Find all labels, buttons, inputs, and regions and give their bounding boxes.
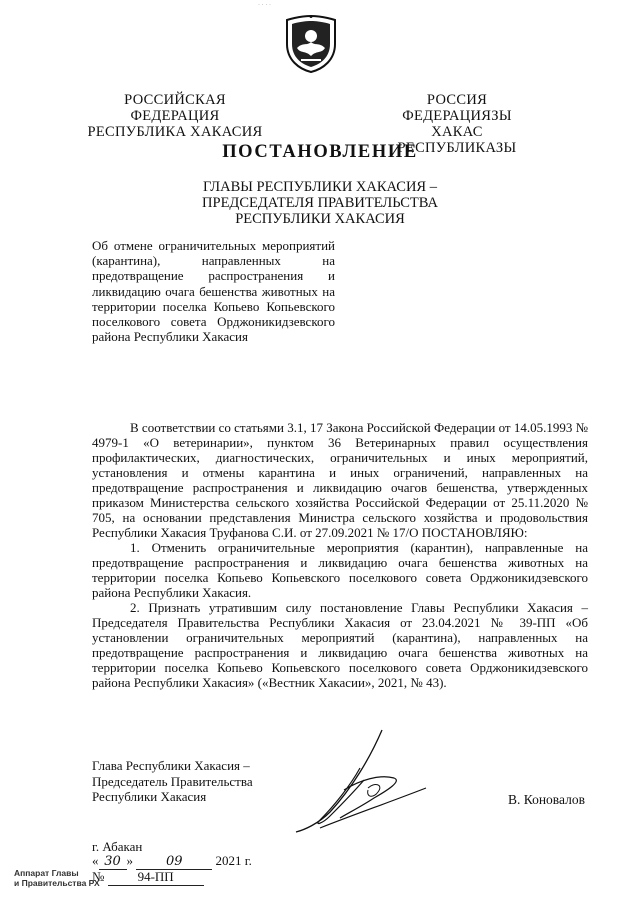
signatory-position — [92, 758, 253, 805]
date-month: 09 — [136, 854, 212, 870]
stamp-line1: Аппарат Главы — [14, 868, 79, 878]
number-value: 94-ПП — [108, 869, 204, 886]
document-subtitle — [140, 179, 500, 227]
registry-stamp — [14, 868, 100, 888]
date-quote-open: « — [92, 853, 99, 868]
coat-of-arms-icon — [283, 14, 339, 74]
document-number — [92, 869, 204, 886]
subject-text: Об отмене ограничительных мероприятий (карантина), направленных на предотвращение распространения и ликвидацию очага бешенства животных на территории поселка Копьево Копьевского поселкового совета Орджоникидзевского района Республики Хакасия — [92, 238, 335, 345]
document-place: г. Абакан — [92, 839, 143, 854]
document-date — [92, 853, 252, 870]
body-preamble: В соответствии со статьями 3.1, 17 Закона Российской Федерации от 14.05.1993 № 4979-1 «О ветеринарии», пунктом 36 Ветеринарных правил осуществления профилактических, диагностических, ограничительных и иных мероприятий, установления и отмены карантина и иных ограничений, направленных на предотвращение распространения и ликвидацию очагов бешенства, утвержденных приказом Министерства сельского хозяйства Российской Федерации от 25.11.2020 № 705, на основании представления Министра сельского хозяйства и продовольствия Республики Хакасия Труфанова С.И. от 27.09.2021 № 17/О ПОСТАНОВЛЯЮ: — [92, 420, 589, 540]
position-line2: Председатель Правительства — [92, 773, 253, 789]
header-left — [86, 92, 264, 140]
header-left-line1: РОССИЙСКАЯ ФЕДЕРАЦИЯ — [124, 92, 226, 124]
position-line3: Республики Хакасия — [92, 789, 207, 804]
document-body — [92, 420, 588, 690]
body-item-1: 1. Отменить ограничительные мероприятия (карантин), направленные на предотвращение распространения и ликвидацию очага бешенства животных на территории поселка Копьево Копьевского поселкового совета Орджоникидзевского района Республики Хакасия. — [92, 540, 588, 600]
position-line1: Глава Республики Хакасия – — [92, 758, 250, 773]
header-left-line2: РЕСПУБЛИКА ХАКАСИЯ — [87, 124, 263, 140]
date-year: 2021 г. — [215, 853, 252, 868]
subtitle-line1: ГЛАВЫ РЕСПУБЛИКИ ХАКАСИЯ – — [203, 179, 437, 195]
header-right-line1: РОССИЯ ФЕДЕРАЦИЯЗЫ — [402, 92, 512, 124]
subtitle-line3: РЕСПУБЛИКИ ХАКАСИЯ — [235, 211, 405, 227]
document-subject — [92, 238, 335, 344]
number-label: № — [92, 869, 105, 884]
stamp-line2: и Правительства РХ — [14, 878, 100, 888]
subtitle-line2: ПРЕДСЕДАТЕЛЯ ПРАВИТЕЛЬСТВА — [202, 195, 438, 211]
handwritten-signature — [290, 728, 430, 838]
signatory-name: В. Коновалов — [508, 792, 585, 807]
body-item-2: 2. Признать утратившим силу постановление Главы Республики Хакасия – Председателя Правительства Республики Хакасия от 23.04.2021 № 39-ПП «Об установлении ограничительных мероприятий (карантина), направленных на предотвращение распространения и ликвидацию очага бешенства животных на территории поселка Копьево Копьевского поселкового совета Орджоникидзевского района Республики Хакасия» («Вестник Хакасии», 2021, № 43). — [92, 600, 588, 690]
margin-mark: · · · · — [258, 2, 271, 8]
date-quote-close: » — [126, 853, 133, 868]
header-right-line2: ХАКАС РЕСПУБЛИКАЗЫ — [397, 124, 517, 156]
date-day: 30 — [99, 854, 127, 870]
document-title: ПОСТАНОВЛЕНИЕ — [222, 142, 418, 162]
